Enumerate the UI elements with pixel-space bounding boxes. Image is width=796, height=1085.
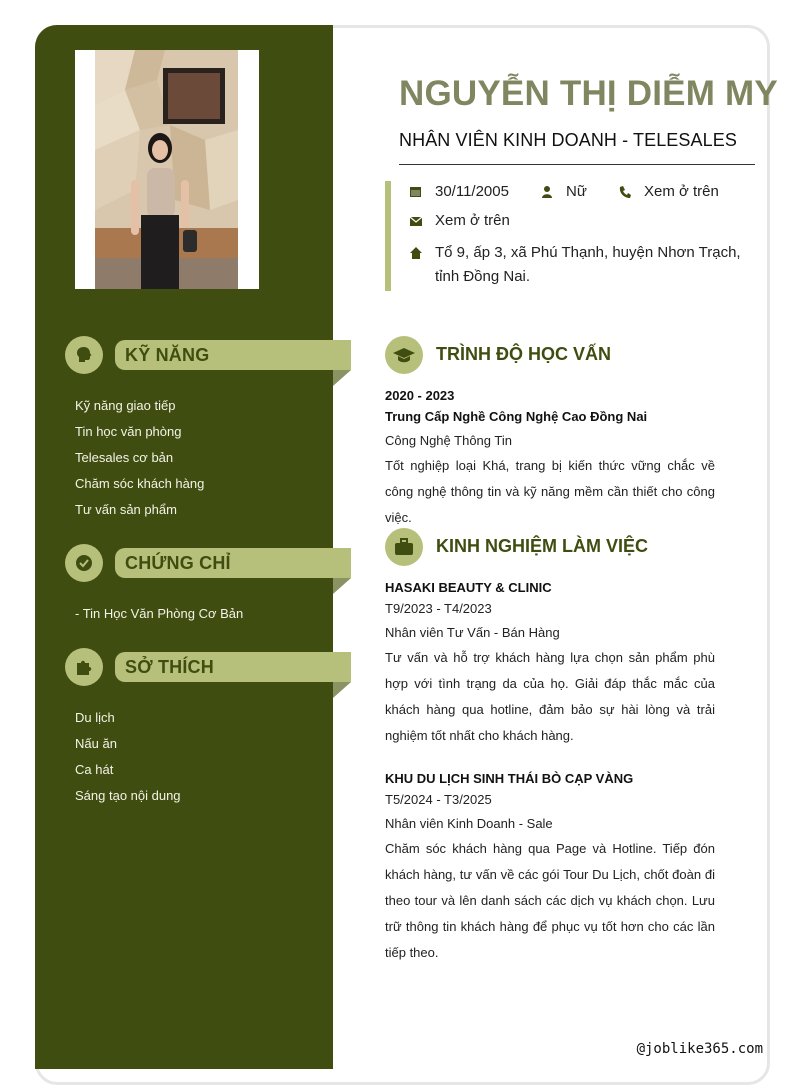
education-period: 2020 - 2023 <box>385 388 455 403</box>
skill-item: Tư vấn sản phẩm <box>75 502 177 517</box>
experience-title: KINH NGHIỆM LÀM VIỆC <box>436 536 649 556</box>
home-icon <box>409 246 423 260</box>
certificates-title: CHỨNG CHỈ <box>125 553 231 573</box>
user-icon <box>540 185 554 199</box>
profile-photo-frame <box>75 50 259 289</box>
briefcase-icon <box>385 528 423 566</box>
hobby-item: Nấu ăn <box>75 736 117 751</box>
phone: Xem ở trên <box>644 183 719 200</box>
contact-accent-bar <box>385 181 391 291</box>
hobbies-title-fold <box>333 682 351 698</box>
education-major: Công Nghệ Thông Tin <box>385 433 512 448</box>
job-period: T9/2023 - T4/2023 <box>385 601 492 616</box>
certificates-title-fold <box>333 578 351 594</box>
email: Xem ở trên <box>435 212 510 229</box>
hobbies-title-bar <box>115 652 351 682</box>
skill-item: Chăm sóc khách hàng <box>75 476 205 491</box>
header-divider <box>399 164 755 165</box>
job-period: T5/2024 - T3/2025 <box>385 792 492 807</box>
email-row <box>409 212 510 229</box>
job-position: Nhân viên Kinh Doanh - Sale <box>385 816 553 831</box>
education-school: Trung Cấp Nghề Công Nghệ Cao Đồng Nai <box>385 409 648 424</box>
gender: Nữ <box>566 183 587 200</box>
education-block <box>385 387 715 531</box>
address-row <box>409 241 755 289</box>
brain-icon <box>65 336 103 374</box>
certificates-title-bar <box>115 548 351 578</box>
phone-icon <box>618 185 632 199</box>
job-position: Nhân viên Tư Vấn - Bán Hàng <box>385 625 560 640</box>
job-description: Chăm sóc khách hàng qua Page và Hotline. Tiếp đón khách hàng, tư vấn về các gói Tour Du Lịch, chốt đoàn đi theo tour và lên danh sách các dịch vụ khách chọn. Lưu trữ thông tin khách hàng để phục vụ tốt hơn cho các lần tiếp theo. <box>385 841 715 960</box>
skill-item: Telesales cơ bản <box>75 450 174 465</box>
profile-photo <box>95 50 238 289</box>
birthdate: 30/11/2005 <box>435 183 509 200</box>
certificate-item: - Tin Học Văn Phòng Cơ Bản <box>75 606 244 621</box>
footer-watermark: @joblike365.com <box>636 1041 763 1057</box>
skill-item: Tin học văn phòng <box>75 424 182 439</box>
full-name: NGUYỄN THỊ DIỄM MY <box>399 74 778 113</box>
hobby-item: Du lịch <box>75 710 115 725</box>
address: Tổ 9, ấp 3, xã Phú Thạnh, huyện Nhơn Trạch, tỉnh Đồng Nai. <box>435 244 741 285</box>
envelope-icon <box>409 214 423 228</box>
hobbies-title: SỞ THÍCH <box>125 657 214 677</box>
hobbies-list <box>75 705 181 809</box>
graduation-cap-icon <box>385 336 423 374</box>
skills-title-fold <box>333 370 351 386</box>
job-company: KHU DU LỊCH SINH THÁI BÒ CẠP VÀNG <box>385 771 634 786</box>
experience-job <box>385 770 715 966</box>
puzzle-icon <box>65 648 103 686</box>
calendar-icon <box>409 185 423 199</box>
skills-list <box>75 393 204 523</box>
job-description: Tư vấn và hỗ trợ khách hàng lựa chọn sản phẩm phù hợp với tình trạng da của họ. Giải đáp thắc mắc của khách hàng qua hotline, đảm bảo sự hài lòng và trải nghiệm tốt nhất cho khách hàng. <box>385 650 715 743</box>
skills-title: KỸ NĂNG <box>125 345 210 365</box>
skill-item: Kỹ năng giao tiếp <box>75 398 176 413</box>
education-description: Tốt nghiệp loại Khá, trang bị kiến thức vững chắc về công nghệ thông tin và kỹ năng mềm cần thiết cho công việc. <box>385 458 715 525</box>
birthdate-row <box>409 183 509 200</box>
experience-job <box>385 579 715 749</box>
gender-row <box>540 183 587 200</box>
hobby-item: Ca hát <box>75 762 114 777</box>
certificates-list <box>75 601 243 627</box>
job-company: HASAKI BEAUTY & CLINIC <box>385 580 552 595</box>
badge-check-icon <box>65 544 103 582</box>
phone-row <box>618 183 719 200</box>
job-title: NHÂN VIÊN KINH DOANH - TELESALES <box>399 130 737 150</box>
hobby-item: Sáng tạo nội dung <box>75 788 181 803</box>
education-title: TRÌNH ĐỘ HỌC VẤN <box>436 344 611 364</box>
skills-title-bar <box>115 340 351 370</box>
